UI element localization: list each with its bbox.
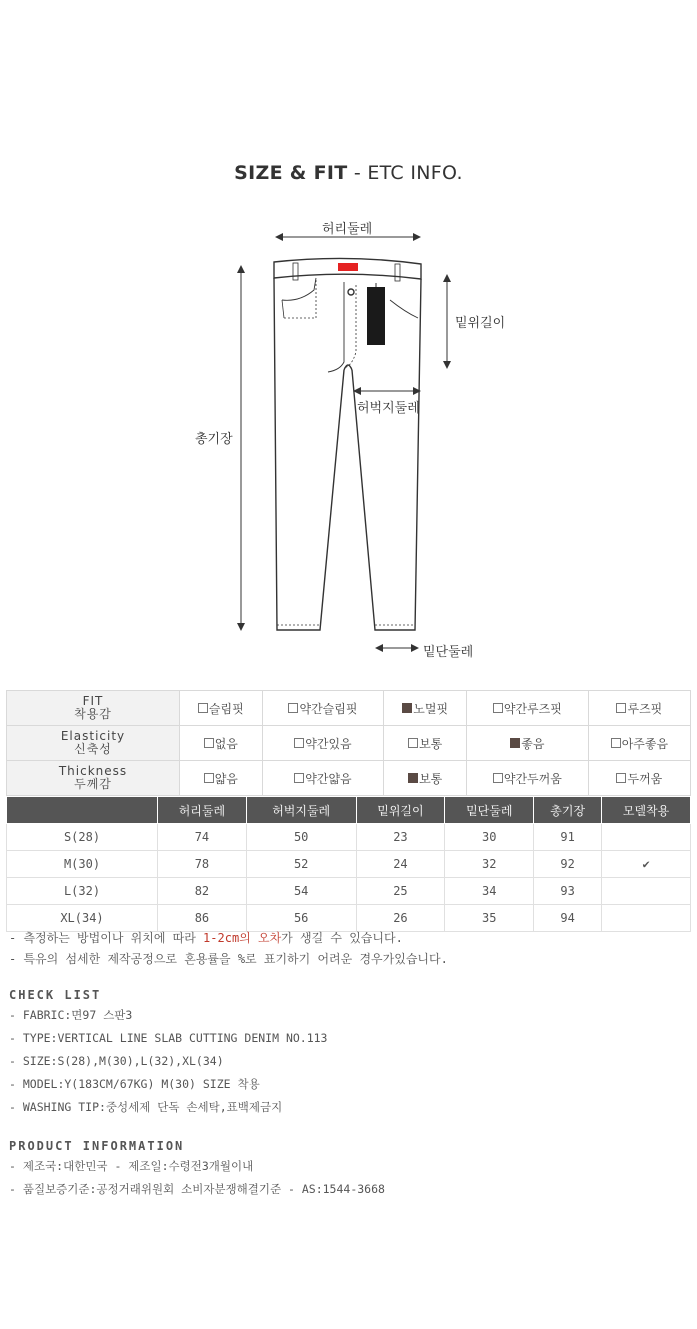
thigh-label: 허벅지둘레 [357, 401, 420, 416]
hang-tag [367, 287, 385, 345]
measurement-cell: 25 [356, 878, 445, 905]
model-cell [602, 905, 691, 932]
fit-option-label: 얇음 [214, 771, 238, 786]
measurement-cell: 92 [534, 851, 602, 878]
unchecked-box-icon [294, 738, 304, 748]
fit-option [466, 726, 588, 761]
unchecked-box-icon [616, 703, 626, 713]
unchecked-box-icon [204, 738, 214, 748]
fit-option [180, 691, 263, 726]
measurement-cell: 52 [246, 851, 356, 878]
fit-option [384, 761, 467, 796]
fit-option [180, 726, 263, 761]
size-column-header: 총기장 [534, 797, 602, 824]
measurement-cell: 26 [356, 905, 445, 932]
fit-option [466, 691, 588, 726]
fit-option [180, 761, 263, 796]
fit-option [588, 726, 690, 761]
measurement-notes [9, 928, 448, 970]
model-cell [602, 824, 691, 851]
checked-box-icon [510, 738, 520, 748]
size-cell: XL(34) [7, 905, 158, 932]
unchecked-box-icon [294, 773, 304, 783]
size-column-header: 허리둘레 [158, 797, 247, 824]
measurement-cell: 93 [534, 878, 602, 905]
note-1-text-end: 가 생길 수 있습니다. [281, 931, 403, 945]
measurement-cell: 82 [158, 878, 247, 905]
check-list [9, 1004, 328, 1119]
check-list-item: - TYPE:VERTICAL LINE SLAB CUTTING DENIM NO.113 [9, 1031, 328, 1045]
checked-box-icon [402, 703, 412, 713]
size-row [7, 878, 691, 905]
waist-label: 허리둘레 [322, 222, 373, 237]
product-info-list [9, 1155, 385, 1201]
unchecked-box-icon [198, 703, 208, 713]
title-rest: - ETC INFO. [353, 162, 463, 184]
fit-option-label: 보통 [419, 736, 443, 751]
fit-option-label: 약간있음 [305, 736, 352, 751]
fit-row-header [7, 726, 180, 761]
size-column-header: 허벅지둘레 [246, 797, 356, 824]
unchecked-box-icon [408, 738, 418, 748]
checkmark-icon: ✔ [642, 857, 650, 871]
fit-option-label: 약간슬림핏 [299, 701, 358, 716]
model-cell [602, 878, 691, 905]
fit-option [262, 761, 384, 796]
check-list-item: - MODEL:Y(183CM/67KG) M(30) SIZE 착용 [9, 1077, 260, 1091]
measurement-cell: 32 [445, 851, 534, 878]
size-column-header: 밑단둘레 [445, 797, 534, 824]
total-length-label: 총기장 [195, 432, 233, 447]
note-1-highlight: 1-2cm의 오차 [203, 931, 282, 945]
fit-header-en: Elasticity [60, 729, 126, 743]
measurement-cell: 54 [246, 878, 356, 905]
fit-option [262, 726, 384, 761]
measurement-cell: 50 [246, 824, 356, 851]
model-cell [602, 851, 691, 878]
size-column-header [7, 797, 158, 824]
fit-option-label: 없음 [214, 736, 238, 751]
product-info-item: - 제조국:대한민국 - 제조일:수령전3개월이내 [9, 1159, 254, 1173]
fit-option [384, 691, 467, 726]
fit-option [588, 691, 690, 726]
fit-option-label: 보통 [419, 771, 443, 786]
fit-option-label: 슬림핏 [208, 701, 244, 716]
size-cell: S(28) [7, 824, 158, 851]
product-info-title: PRODUCT INFORMATION [9, 1139, 185, 1153]
size-row [7, 824, 691, 851]
note-line-2: - 특유의 섬세한 제작공정으로 혼용률을 %로 표기하기 어려운 경우가있습니다. [9, 952, 448, 966]
fit-option [588, 761, 690, 796]
fit-option-label: 노멀핏 [413, 701, 449, 716]
unchecked-box-icon [611, 738, 621, 748]
measurement-cell: 78 [158, 851, 247, 878]
measurement-cell: 74 [158, 824, 247, 851]
fit-option-label: 두꺼움 [627, 771, 663, 786]
fit-option-label: 약간루즈핏 [503, 701, 562, 716]
measurement-cell: 24 [356, 851, 445, 878]
rise-label: 밑위길이 [455, 316, 506, 331]
note-1-text: - 측정하는 방법이나 위치에 따라 [9, 931, 204, 945]
fit-header-en: FIT [82, 694, 104, 708]
size-column-header: 모델착용 [602, 797, 691, 824]
fit-row-header [7, 761, 180, 796]
fit-row [7, 726, 691, 761]
fit-row [7, 691, 691, 726]
check-list-item: - SIZE:S(28),M(30),L(32),XL(34) [9, 1054, 224, 1068]
fit-row-header [7, 691, 180, 726]
unchecked-box-icon [493, 773, 503, 783]
check-list-item: - FABRIC:면97 스판3 [9, 1008, 133, 1022]
jeans-outline [274, 258, 421, 630]
measurement-cell: 23 [356, 824, 445, 851]
hem-label: 밑단둘레 [423, 645, 474, 660]
measurement-cell: 94 [534, 905, 602, 932]
title-bold: SIZE & FIT [234, 162, 348, 184]
fit-row [7, 761, 691, 796]
fit-header-ko: 착용감 [74, 707, 112, 721]
fit-option-label: 루즈핏 [627, 701, 663, 716]
size-cell: L(32) [7, 878, 158, 905]
size-column-header: 밑위길이 [356, 797, 445, 824]
measurement-cell: 30 [445, 824, 534, 851]
unchecked-box-icon [288, 703, 298, 713]
check-list-title: CHECK LIST [9, 988, 102, 1002]
fit-option [262, 691, 384, 726]
fit-option-label: 좋음 [521, 736, 545, 751]
checked-box-icon [408, 773, 418, 783]
size-row [7, 851, 691, 878]
size-table [6, 796, 691, 932]
measurement-cell: 86 [158, 905, 247, 932]
brand-label [338, 263, 358, 271]
size-cell: M(30) [7, 851, 158, 878]
fit-table [6, 690, 691, 796]
measurement-cell: 56 [246, 905, 356, 932]
fit-header-ko: 두께감 [74, 777, 112, 791]
measurement-cell: 35 [445, 905, 534, 932]
check-list-item: - WASHING TIP:중성세제 단독 손세탁,표백제금지 [9, 1100, 283, 1114]
measurement-cell: 91 [534, 824, 602, 851]
fit-header-ko: 신축성 [74, 742, 112, 756]
measurement-cell: 34 [445, 878, 534, 905]
fit-option [384, 726, 467, 761]
fit-option [466, 761, 588, 796]
note-line-1 [9, 928, 448, 949]
unchecked-box-icon [493, 703, 503, 713]
fit-option-label: 약간두꺼움 [503, 771, 562, 786]
unchecked-box-icon [204, 773, 214, 783]
product-info-item: - 품질보증기준:공정거래위원회 소비자분쟁해결기준 - AS:1544-3668 [9, 1182, 385, 1196]
unchecked-box-icon [616, 773, 626, 783]
fit-header-en: Thickness [58, 764, 128, 778]
fit-option-label: 아주좋음 [621, 736, 669, 751]
fit-option-label: 약간얇음 [305, 771, 352, 786]
